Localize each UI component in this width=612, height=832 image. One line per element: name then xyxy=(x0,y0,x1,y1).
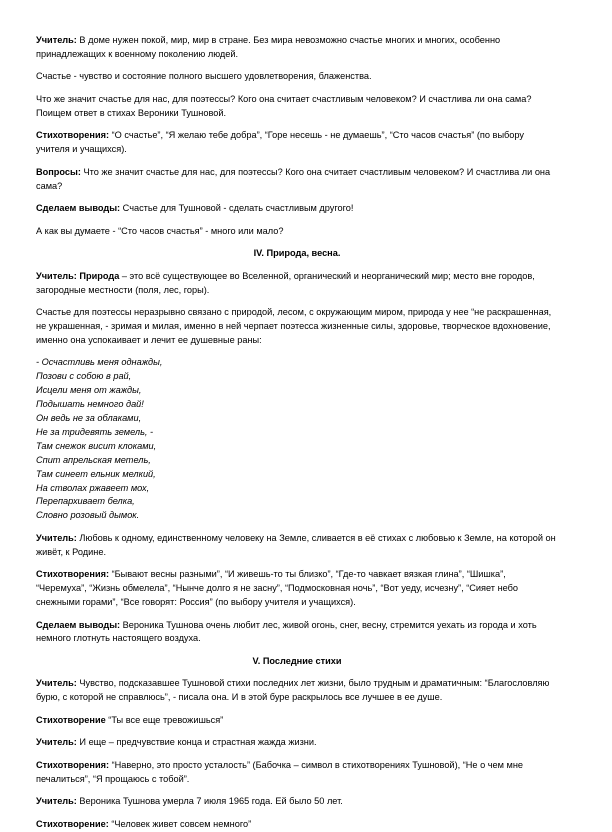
speaker-label: Учитель: Природа xyxy=(36,270,120,281)
speaker-label: Учитель: xyxy=(36,796,77,807)
paragraph-text: А как вы думаете - “Сто часов счастья” - много или мало? xyxy=(36,225,284,236)
paragraph-text: Вероника Тушнова умерла 7 июля 1965 года. Ей было 50 лет. xyxy=(76,796,343,807)
speaker-label: Учитель: xyxy=(36,532,77,543)
poem-line: Перепархивает белка, xyxy=(36,496,135,507)
speaker-label: Вопросы: xyxy=(36,166,81,177)
paragraph-text: Что же значит счастье для нас, для поэтессы? Кого она считает счастливым человеком? И счастлива ли она сама? xyxy=(36,166,551,191)
paragraph-text: Любовь к одному, единственному человеку на Земле, сливается в её стихах с любовью к Земле, на которой он живёт, к Родине. xyxy=(36,532,556,557)
poem-line: Он ведь не за облаками, xyxy=(36,412,142,423)
paragraph-questions xyxy=(36,166,558,194)
paragraph-poem-final xyxy=(36,818,558,832)
paragraph-poems-happiness xyxy=(36,129,558,157)
paragraph-teacher-storm xyxy=(36,677,558,705)
poem-line: Исцели меня от жажды, xyxy=(36,385,142,396)
speaker-label: Учитель: xyxy=(36,737,77,748)
speaker-label: Стихотворения: xyxy=(36,130,110,141)
speaker-label: Учитель: xyxy=(36,678,77,689)
paragraph-question-intro xyxy=(36,93,558,121)
paragraph-text: И еще – предчувствие конца и страстная жажда жизни. xyxy=(76,737,317,748)
speaker-label: Стихотворения: xyxy=(36,569,110,580)
poem-line: Словно розовый дымок. xyxy=(36,510,140,521)
paragraph-text: В доме нужен покой, мир, мир в стране. Без мира невозможно счастье многих и многих, особенно принадлежащих к военному поколению людей. xyxy=(36,35,501,59)
speaker-label: Стихотворения: xyxy=(36,759,110,770)
poem-line: Там снежок висит клоками, xyxy=(36,440,157,451)
paragraph-poems-nature xyxy=(36,568,558,610)
section-heading-last-poems: V. Последние стихи xyxy=(252,655,342,666)
speaker-label: Стихотворение: xyxy=(36,818,109,829)
paragraph-text: Счастье для Тушновой - сделать счастливым другого! xyxy=(120,203,354,214)
paragraph-poem-worry xyxy=(36,714,558,728)
paragraph-teacher-love xyxy=(36,532,558,560)
paragraph-text: Счастье - чувство и состояние полного высшего удовлетворения, блаженства. xyxy=(36,71,372,82)
poem-line: Спит апрельская метель, xyxy=(36,454,151,465)
paragraph-teacher-premonition xyxy=(36,736,558,750)
paragraph-text: “Бывают весны разными”, “И живешь-то ты близко”, “Где-то чавкает вязкая глина”, “Шишка”, “Черемуха”, “Жизнь обмелела”, “Нынче долго я не засну”, “Подмосковная ночь”, “Вот уеду, исчезну”, “Сияет небо снежными горами”, “Все говорят: Россия” (по выбору учителя и учащихся). xyxy=(36,569,519,608)
paragraph-text: – это всё существующее во Вселенной, органический и неорганический мир; место вне городов, загородные местности (поля, лес, горы). xyxy=(36,270,535,295)
paragraph-definition-happiness xyxy=(36,70,558,84)
poem-line: На стволах ржавеет мох, xyxy=(36,482,150,493)
poem-line: - Осчастливь меня однажды, xyxy=(36,357,163,368)
poem-excerpt xyxy=(36,356,558,523)
paragraph-teacher-peace xyxy=(36,34,558,62)
poem-line: Там синеет ельник мелкий, xyxy=(36,468,156,479)
paragraph-text: Вероника Тушнова очень любит лес, живой огонь, снег, весну, стремится уехать из города и хоть немного глотнуть настоящего воздуха. xyxy=(36,619,537,644)
paragraph-question-hours xyxy=(36,225,558,239)
paragraph-text: “Ты все еще тревожишься” xyxy=(105,714,224,725)
poem-line: Подышать немного дай! xyxy=(36,399,144,410)
paragraph-conclusion-nature xyxy=(36,619,558,647)
paragraph-teacher-death xyxy=(36,795,558,809)
paragraph-text: “Наверно, это просто усталость” (Бабочка – символ в стихотворениях Тушновой), “Не о чем мне печалиться”, “Я прощаюсь с тобой”. xyxy=(36,759,524,784)
poem-line: Не за тридевять земель, - xyxy=(36,426,154,437)
section-heading-nature: IV. Природа, весна. xyxy=(253,248,341,259)
paragraph-nature-description xyxy=(36,306,558,348)
paragraph-teacher-nature xyxy=(36,270,558,298)
poem-line: Позови с собою в рай, xyxy=(36,371,132,382)
paragraph-poems-last xyxy=(36,759,558,787)
paragraph-text: “О счастье”, “Я желаю тебе добра”, “Горе несешь - не думаешь”, “Сто часов счастья” (по выбору учителя и учащихся). xyxy=(36,130,525,155)
speaker-label: Стихотворение xyxy=(36,714,106,725)
paragraph-text: Счастье для поэтессы неразрывно связано с природой, лесом, с окружающим миром, природа у нее “не раскрашенная, не украшенная, - зримая и милая, именно в ней черпает поэтесса жизненные силы, здоровье, творческое вдохновение, именно она успокаивает и лечит ее душевные раны: xyxy=(36,307,552,345)
paragraph-text: Чувство, подсказавшее Тушновой стихи последних лет жизни, было трудным и драматичным: “Благословляю бурю, с которой не справлюсь”, - писала она. И в этой буре раскрылось все лучшее в ее душе. xyxy=(36,678,550,703)
speaker-label: Сделаем выводы: xyxy=(36,619,121,630)
paragraph-text: Что же значит счастье для нас, для поэтессы? Кого она считает счастливым человеком? И счастлива ли она сама? Поищем ответ в стихах Вероники Тушновой. xyxy=(36,93,532,118)
speaker-label: Учитель: xyxy=(36,35,77,45)
paragraph-text: “Человек живет совсем немного” xyxy=(108,818,252,829)
speaker-label: Сделаем выводы: xyxy=(36,203,121,214)
paragraph-conclusion-happiness xyxy=(36,202,558,216)
